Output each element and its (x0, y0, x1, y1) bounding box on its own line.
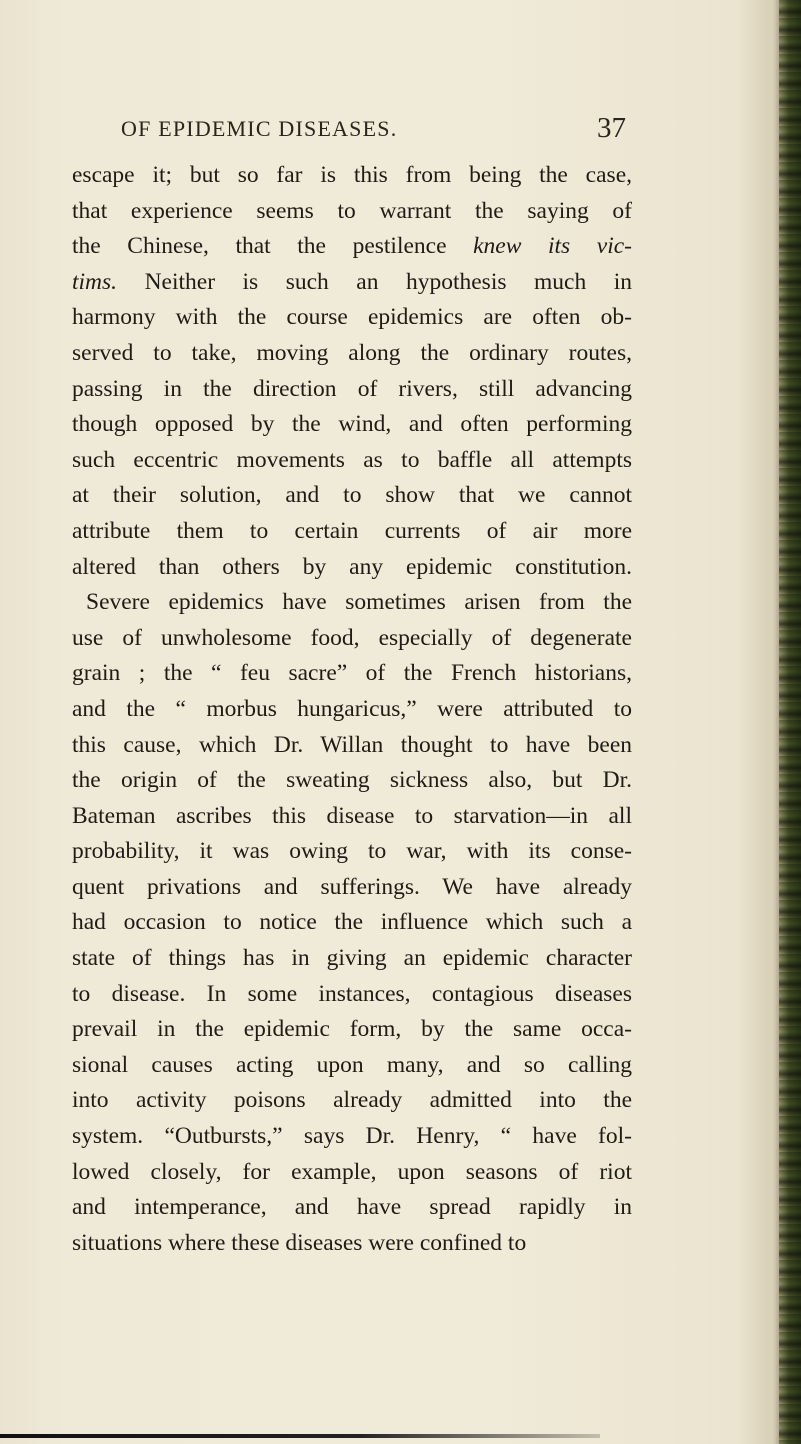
text-line: harmony with the course epidemics are often ob- (72, 304, 632, 331)
text-line: quent privations and sufferings. We have already (72, 873, 632, 900)
text-line: passing in the direction of rivers, still advancing (72, 375, 632, 402)
text-line: escape it; but so far is this from being the case, (72, 162, 632, 188)
text-line: had occasion to notice the influence which such a (72, 909, 632, 936)
text-line: state of things has in giving an epidemic character (72, 945, 632, 972)
page-number: 37 (597, 112, 626, 144)
text-line: lowed closely, for example, upon seasons of riot (72, 1158, 632, 1185)
book-spine (779, 0, 801, 1444)
text-line: grain ; the “ feu sacre” of the French historians, (72, 660, 632, 687)
text-line: system. “Outbursts,” says Dr. Henry, “ have fol- (72, 1123, 632, 1150)
text-line: into activity poisons already admitted into the (72, 1087, 632, 1114)
text-line: the Chinese, that the pestilence knew its vic- (72, 233, 632, 260)
text-line: Bateman ascribes this disease to starvation—in all (72, 802, 632, 829)
text-line: and intemperance, and have spread rapidly in (72, 1194, 632, 1221)
body-text (72, 158, 632, 1261)
text-line: use of unwholesome food, especially of degenerate (72, 624, 632, 651)
text-line: this cause, which Dr. Willan thought to have been (72, 731, 632, 758)
text-line: probability, it was owing to war, with its conse- (72, 838, 632, 865)
bottom-edge-shadow (0, 1434, 600, 1438)
text-line: situations where these diseases were confined to (72, 1229, 527, 1256)
text-line: such eccentric movements as to baffle all attempts (72, 446, 632, 473)
text-line: though opposed by the wind, and often performing (72, 411, 632, 438)
text-line: served to take, moving along the ordinary routes, (72, 339, 632, 366)
emphasis-text: tims. (72, 268, 118, 295)
text-line: the origin of the sweating sickness also, but Dr. (72, 767, 632, 794)
running-head-title: OF EPIDEMIC DISEASES. (121, 116, 398, 141)
text-line: sional causes acting upon many, and so calling (72, 1051, 632, 1078)
running-head (121, 112, 626, 146)
text-line: attribute them to certain currents of air more (72, 517, 632, 544)
text-line: tims. Neither is such an hypothesis much in (72, 268, 632, 295)
text-line: prevail in the epidemic form, by the same occa- (72, 1016, 632, 1043)
emphasis-text: knew its vic- (473, 233, 632, 260)
text-line: and the “ morbus hungaricus,” were attributed to (72, 695, 632, 722)
text-line: that experience seems to warrant the saying of (72, 197, 632, 224)
text-line: Severe epidemics have sometimes arisen from the (86, 589, 632, 616)
text-line: to disease. In some instances, contagious diseases (72, 980, 632, 1007)
text-line: altered than others by any epidemic constitution. (72, 553, 632, 580)
text-line: at their solution, and to show that we cannot (72, 482, 632, 509)
